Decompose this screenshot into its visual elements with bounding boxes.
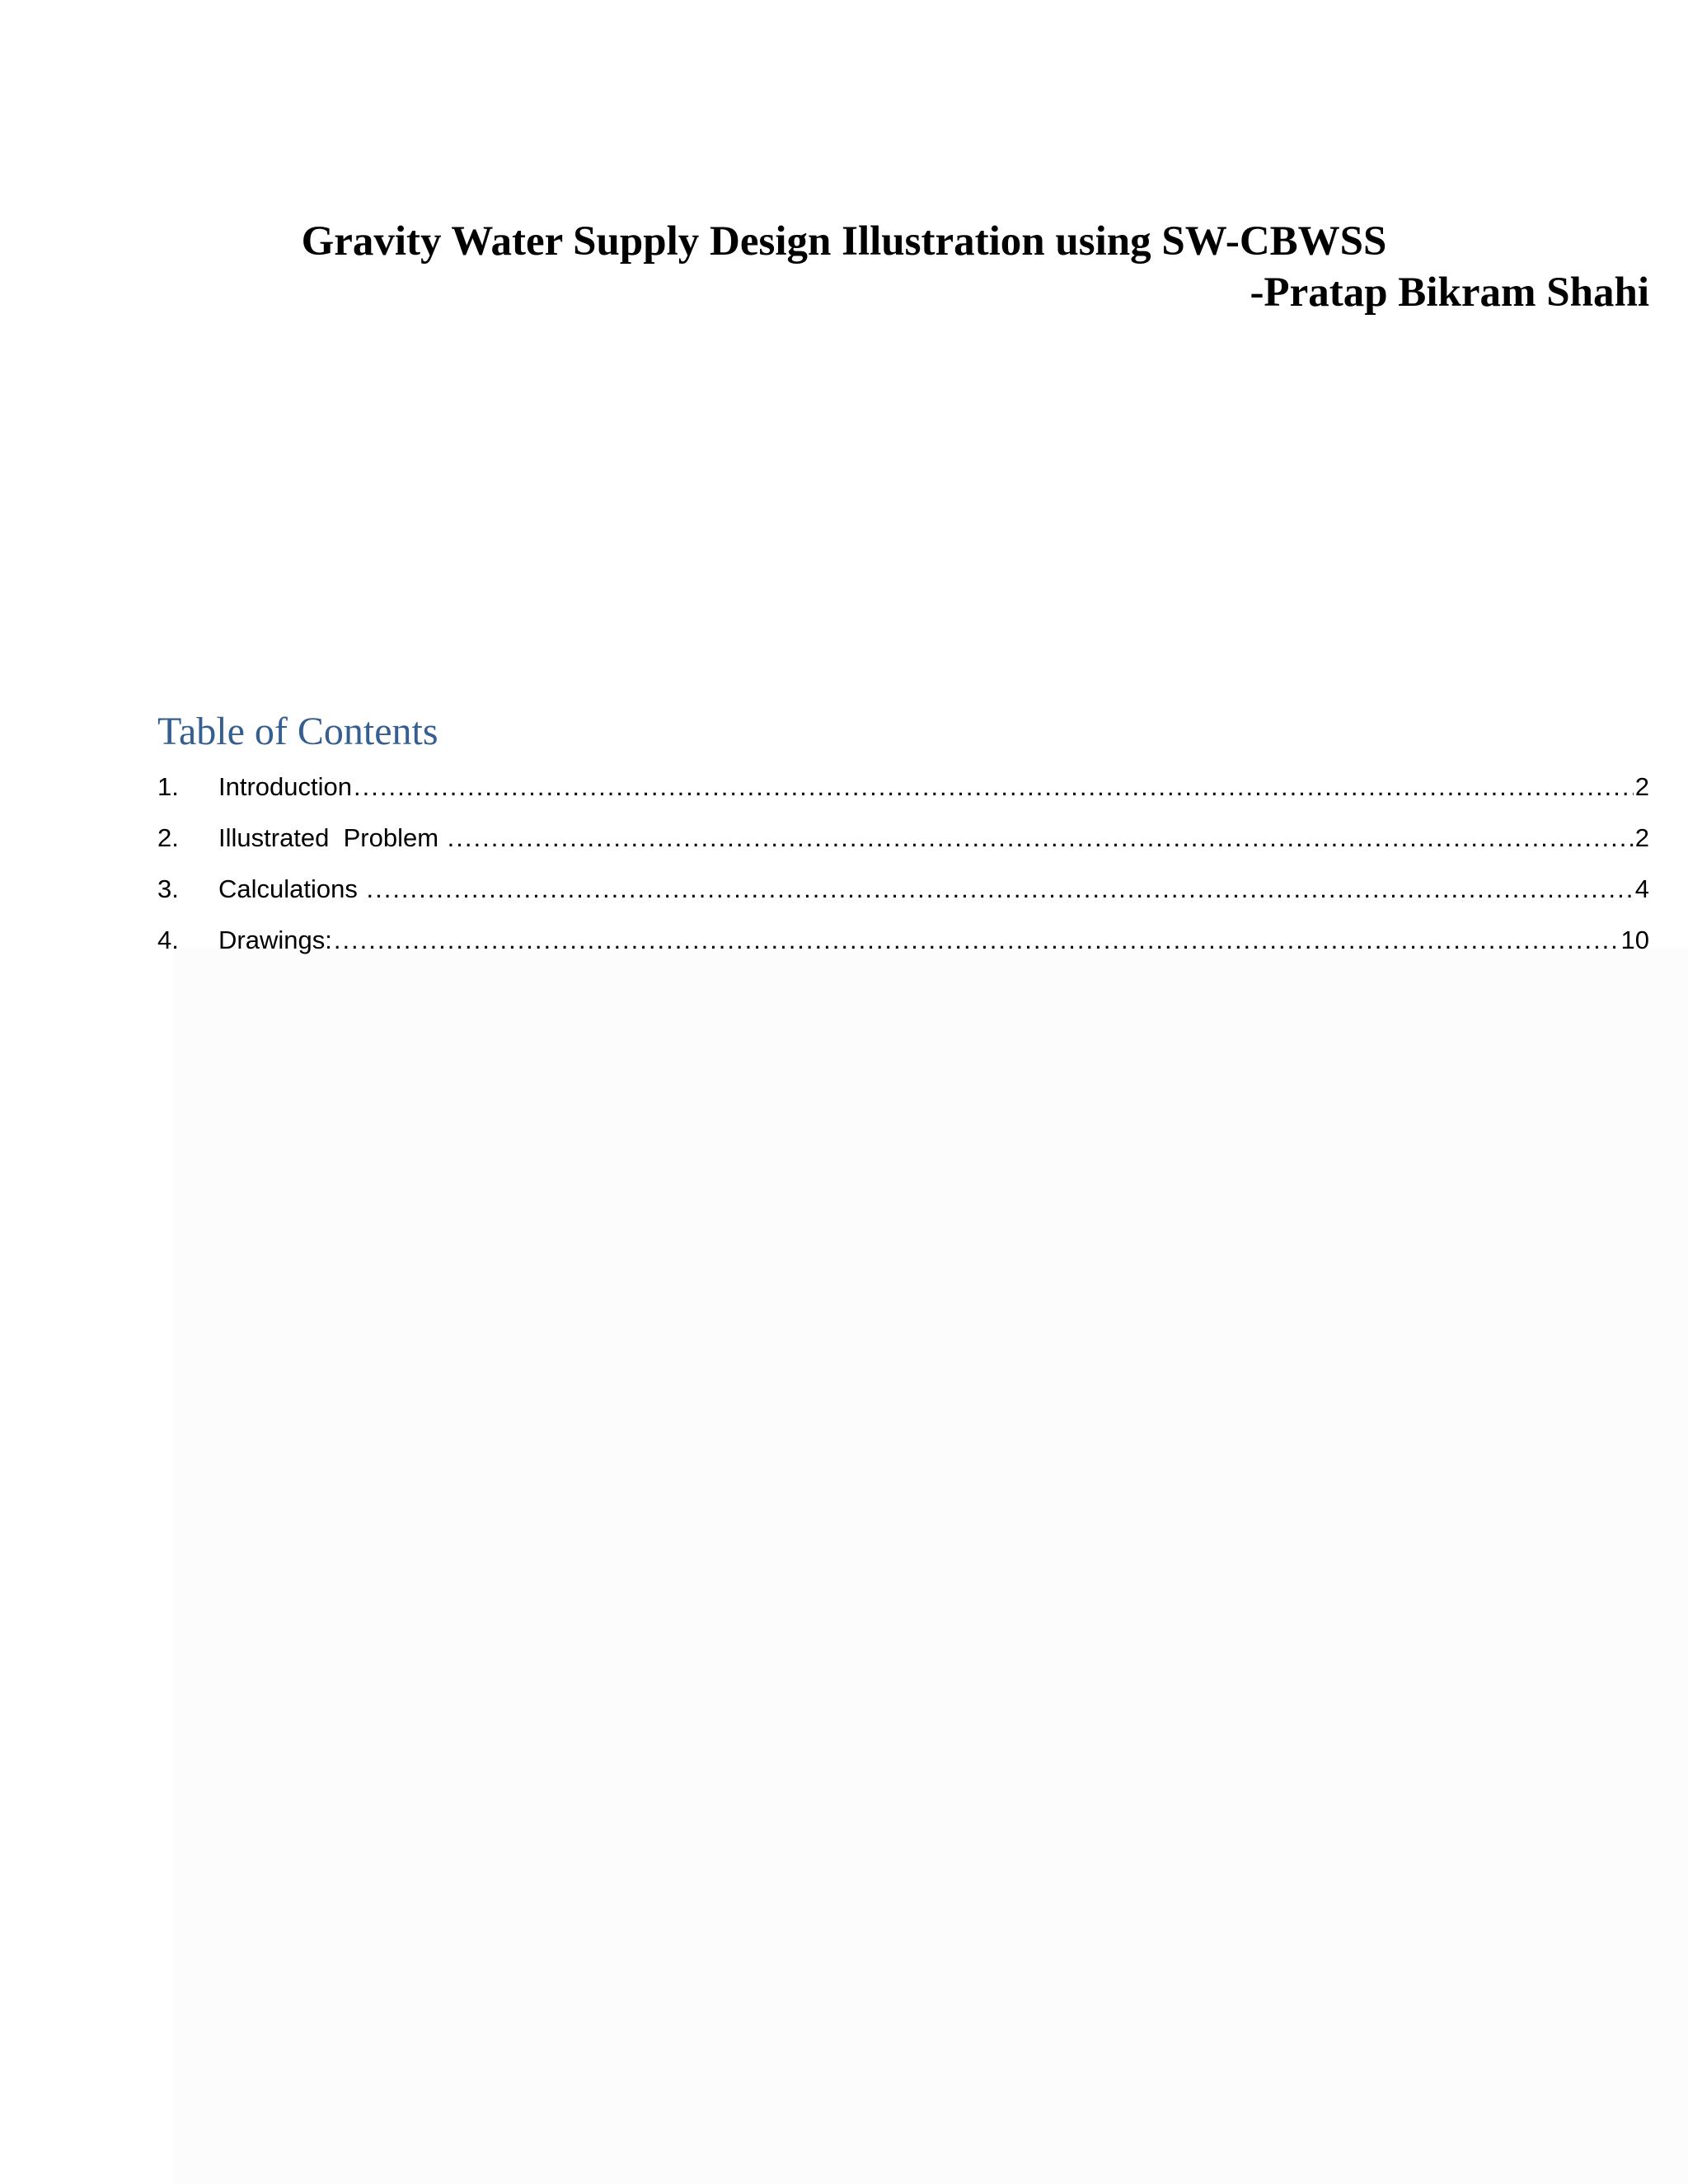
toc-entry-number: 4.: [157, 926, 179, 954]
toc-entry-calculations[interactable]: [157, 864, 1649, 915]
toc-entry-page: 2: [1634, 772, 1649, 801]
toc-entry-label: Drawings:: [218, 926, 332, 954]
toc-entry-introduction[interactable]: [157, 762, 1649, 813]
toc-entry-number: 3.: [157, 874, 179, 903]
toc-entry-illustrated-problem[interactable]: [157, 813, 1649, 864]
toc-dot-leader: [366, 864, 1633, 915]
page-background-shade: [173, 948, 1688, 2184]
toc-entry-drawings[interactable]: [157, 915, 1649, 966]
toc-heading: Table of Contents: [157, 710, 438, 753]
toc-entry-page: 4: [1634, 874, 1649, 903]
document-author: -Pratap Bikram Shahi: [1250, 269, 1649, 316]
toc-entry-page: 10: [1620, 926, 1649, 954]
table-of-contents: [157, 702, 1649, 966]
toc-entry-number: 1.: [157, 772, 179, 801]
toc-dot-leader: [448, 813, 1634, 864]
toc-entry-number: 2.: [157, 823, 179, 852]
toc-entry-label: Calculations: [218, 874, 365, 903]
toc-dot-leader: [354, 762, 1634, 813]
toc-list: [157, 762, 1649, 966]
toc-entry-page: 2: [1634, 823, 1649, 852]
document-title: Gravity Water Supply Design Illustration using SW-CBWSS: [301, 218, 1387, 265]
toc-entry-label: Introduction: [218, 772, 352, 801]
toc-entry-label: Illustrated Problem: [218, 823, 446, 852]
toc-dot-leader: [334, 915, 1620, 966]
